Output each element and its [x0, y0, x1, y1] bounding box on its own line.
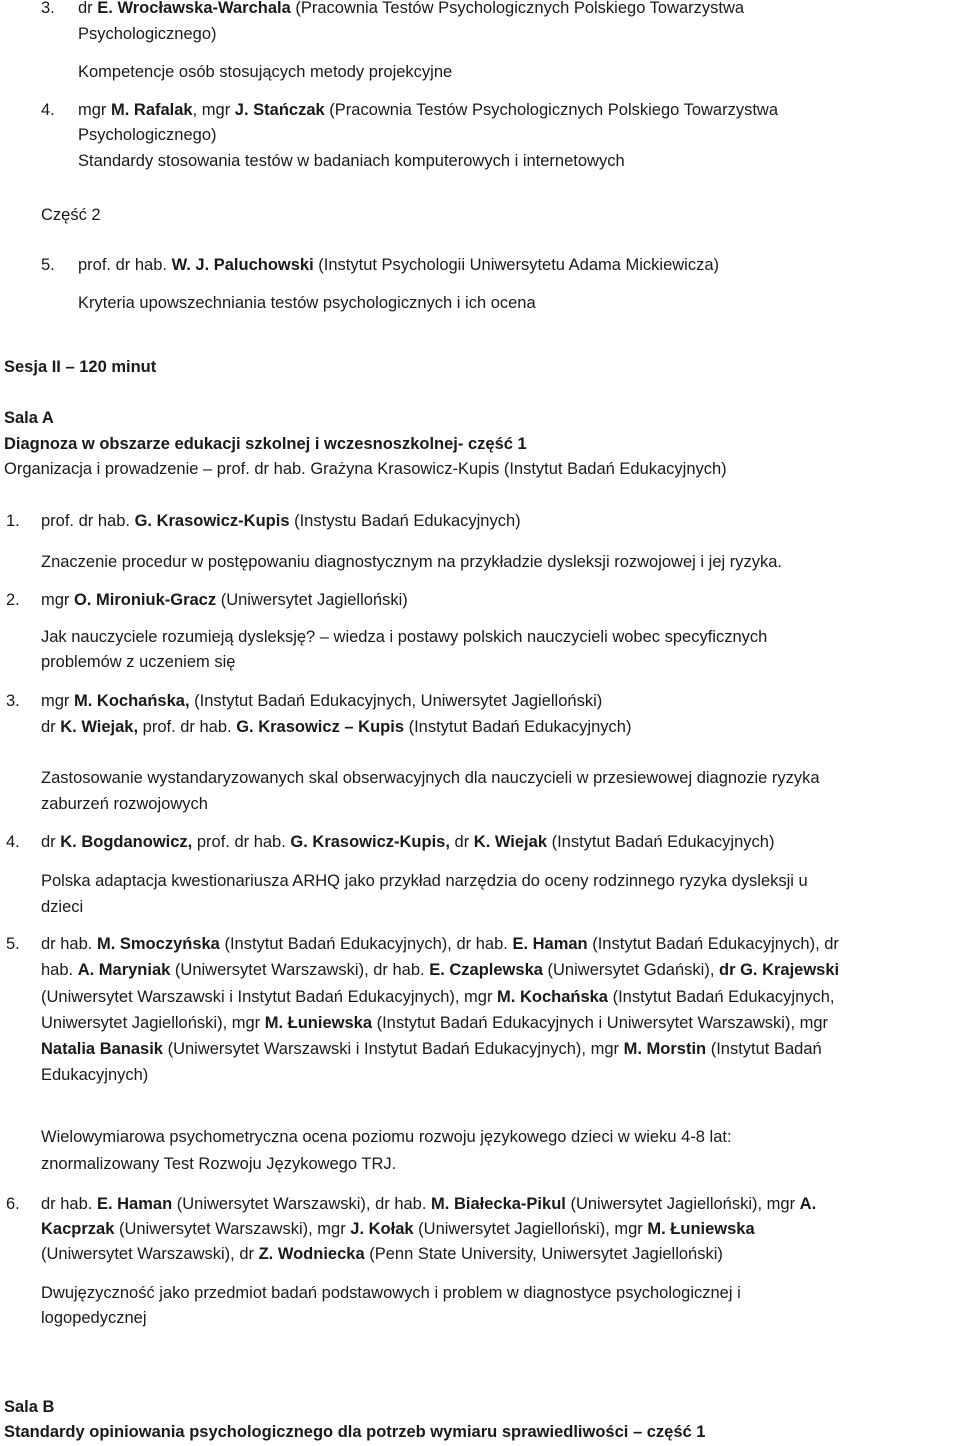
talk-title-line: Znaczenie procedur w postępowaniu diagnostycznym na przykładzie dysleksji rozwojowej i jej ryzyka. [41, 553, 783, 571]
author-name: Z. Wodniecka [258, 1245, 365, 1263]
part-heading: Część 2 [41, 206, 101, 224]
author-name: E. Czaplewska [429, 961, 543, 979]
author-text: (Instytut Badań Edukacyjnych) [547, 833, 775, 851]
talk-number: 3. [6, 692, 20, 710]
item-title: Standardy stosowania testów w badaniach komputerowych i internetowych [78, 152, 625, 170]
author-name: M. Smoczyńska [96, 935, 220, 953]
author-name: M. Białecka-Pikul [431, 1195, 566, 1213]
talk-title-line: Jak nauczyciele rozumieją dysleksję? – wiedza i postawy polskich nauczycieli wobec specyficznych [41, 628, 768, 646]
talk-authors-line [41, 959, 839, 981]
talk-authors-line [41, 1038, 822, 1060]
author-text: (Uniwersytet Jagielloński), mgr [413, 1220, 648, 1238]
author-text: (Instystu Badań Edukacyjnych) [289, 512, 521, 530]
talk-title-line: logopedycznej [41, 1309, 147, 1327]
author-text: Edukacyjnych) [41, 1066, 149, 1084]
author-name: K. Bogdanowicz, [60, 833, 193, 851]
author-text: prof. dr hab. [41, 512, 135, 530]
author-text: prof. dr hab. [138, 718, 237, 736]
talk-authors-line [41, 589, 408, 611]
author-text: dr hab. [41, 1195, 97, 1213]
talk-authors-line [41, 510, 521, 532]
author-text: (Instytut Badań Edukacyjnych), dr [587, 935, 839, 953]
room-title: Diagnoza w obszarze edukacji szkolnej i wczesnoszkolnej- część 1 [4, 435, 527, 453]
author-name: G. Krasowicz – Kupis [236, 718, 404, 736]
author-text: (Instytut Badań Edukacyjnych), dr hab. [219, 935, 513, 953]
author-text: Uniwersytet Jagielloński), mgr [41, 1014, 265, 1032]
talk-authors-line [41, 986, 835, 1008]
author-name: dr G. Krajewski [718, 961, 840, 979]
talk-title-line: znormalizowany Test Rozwoju Językowego TRJ. [41, 1155, 397, 1173]
author-text: (Instytut Badań [706, 1040, 822, 1058]
talk-number: 5. [6, 935, 20, 953]
author-text: (Penn State University, Uniwersytet Jagielloński) [364, 1245, 723, 1263]
talk-title-line: Zastosowanie wystandaryzowanych skal obserwacyjnych dla nauczycieli w przesiewowej diagnozie ryzyka [41, 769, 820, 787]
author-name: E. Wrocławska-Warchala [97, 0, 291, 17]
talk-authors-line [41, 1064, 148, 1086]
author-name: O. Mironiuk-Gracz [74, 591, 217, 609]
author-text: mgr [41, 692, 74, 710]
author-name: Natalia Banasik [41, 1040, 163, 1058]
author-name: Kacprzak [41, 1220, 115, 1238]
talk-authors-line [41, 716, 631, 738]
talk-title-line: Wielowymiarowa psychometryczna ocena poziomu rozwoju językowego dzieci w wieku 4-8 lat: [41, 1128, 732, 1146]
author-text: dr [41, 833, 61, 851]
author-name: A. Maryniak [77, 961, 171, 979]
author-name: M. Łuniewska [264, 1014, 373, 1032]
author-name: K. Wiejak [473, 833, 547, 851]
room-organizer: Organizacja i prowadzenie – prof. dr hab. Grażyna Krasowicz-Kupis (Instytut Badań Edukacyjnych) [4, 460, 727, 478]
talk-authors-line [41, 690, 602, 712]
room-title: Standardy opiniowania psychologicznego dla potrzeb wymiaru sprawiedliwości – część 1 [4, 1423, 706, 1441]
talk-number: 2. [6, 591, 20, 609]
talk-number: 4. [6, 833, 20, 851]
talk-authors-line [41, 1012, 828, 1034]
author-name: W. J. Paluchowski [171, 256, 314, 274]
talk-authors-line [41, 933, 839, 955]
item-number: 3. [41, 0, 55, 17]
author-name: M. Łuniewska [647, 1220, 755, 1238]
talk-number: 1. [6, 512, 20, 530]
author-name: J. Kołak [350, 1220, 414, 1238]
item-affiliation: Psychologicznego) [78, 126, 217, 144]
author-name: G. Krasowicz-Kupis, [290, 833, 450, 851]
author-name: K. Wiejak, [60, 718, 139, 736]
item-authors: prof. dr hab. W. J. Paluchowski (Instytut Psychologii Uniwersytetu Adama Mickiewicza) [78, 256, 720, 274]
author-text: (Uniwersytet Jagielloński) [216, 591, 408, 609]
author-name: M. Kochańska [497, 988, 608, 1006]
item-title: Kryteria upowszechniania testów psychologicznych i ich ocena [78, 294, 536, 312]
author-text: (Uniwersytet Warszawski), dr hab. [170, 961, 430, 979]
author-text: (Uniwersytet Warszawski), dr hab. [172, 1195, 432, 1213]
author-text: (Uniwersytet Warszawski i Instytut Badań Edukacyjnych), mgr [162, 1040, 624, 1058]
talk-authors-line [41, 1243, 723, 1265]
author-text: dr hab. [41, 935, 97, 953]
author-text: (Instytut Badań Edukacyjnych, [607, 988, 835, 1006]
item-title: Kompetencje osób stosujących metody projekcyjne [78, 63, 453, 81]
author-text: prof. dr hab. [192, 833, 291, 851]
author-name: M. Morstin [623, 1040, 707, 1058]
author-text: (Uniwersytet Gdański), [542, 961, 719, 979]
author-text: (Uniwersytet Warszawski), mgr [114, 1220, 351, 1238]
author-name: A. [799, 1195, 817, 1213]
talk-title-line: problemów z uczeniem się [41, 653, 236, 671]
author-text: (Instytut Badań Edukacyjnych i Uniwersytet Warszawski), mgr [372, 1014, 829, 1032]
author-name: M. Rafalak [111, 101, 193, 119]
talk-number: 6. [6, 1195, 20, 1213]
item-authors: mgr M. Rafalak, mgr J. Stańczak (Pracownia Testów Psychologicznych Polskiego Towarzystwa [78, 101, 779, 119]
author-text: (Uniwersytet Warszawski i Instytut Badań Edukacyjnych), mgr [41, 988, 498, 1006]
author-text: mgr [41, 591, 74, 609]
author-name: E. Haman [512, 935, 588, 953]
talk-title-line: zaburzeń rozwojowych [41, 795, 208, 813]
talk-authors-line [41, 1218, 755, 1240]
talk-title-line: Dwujęzyczność jako przedmiot badań podstawowych i problem w diagnostyce psychologicznej i [41, 1284, 741, 1302]
author-text: dr [449, 833, 474, 851]
item-number: 5. [41, 256, 55, 274]
talk-title-line: dzieci [41, 898, 84, 916]
author-name: M. Kochańska, [74, 692, 190, 710]
author-name: G. Krasowicz-Kupis [134, 512, 290, 530]
author-text: (Instytut Badań Edukacyjnych) [404, 718, 632, 736]
talk-title-line: Polska adaptacja kwestionariusza ARHQ jako przykład narzędzia do oceny rodzinnego ryzyka dysleksji u [41, 872, 808, 890]
talk-authors-line [41, 1193, 816, 1215]
author-text: (Instytut Badań Edukacyjnych, Uniwersytet Jagielloński) [189, 692, 603, 710]
talk-authors-line [41, 831, 774, 853]
item-authors: dr E. Wrocławska-Warchala (Pracownia Testów Psychologicznych Polskiego Towarzystwa [78, 0, 745, 17]
author-name: J. Stańczak [234, 101, 325, 119]
room-label: Sala B [4, 1398, 55, 1416]
author-text: dr [41, 718, 61, 736]
room-label: Sala A [4, 409, 54, 427]
session-heading: Sesja II – 120 minut [4, 358, 157, 376]
item-number: 4. [41, 101, 55, 119]
author-name: E. Haman [96, 1195, 173, 1213]
author-text: hab. [41, 961, 78, 979]
author-text: (Uniwersytet Warszawski), dr [41, 1245, 259, 1263]
item-affiliation: Psychologicznego) [78, 25, 217, 43]
author-text: (Uniwersytet Jagielloński), mgr [565, 1195, 800, 1213]
